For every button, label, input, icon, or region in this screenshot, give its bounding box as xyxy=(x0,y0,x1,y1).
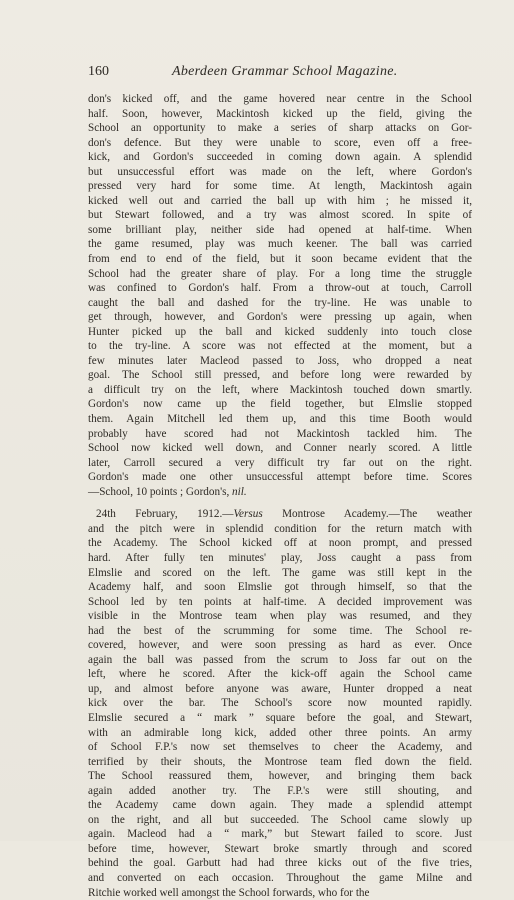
text-line: goal. The School still pressed, and before long were rewarded by xyxy=(88,369,472,382)
text-line: Gordon's now came up the field together, but Elmslie stopped xyxy=(88,398,472,411)
text-line: before time, however, Stewart broke smartly through and scored xyxy=(88,842,472,855)
text-line: Hunter picked up the ball and kicked suddenly into touch close xyxy=(88,325,472,338)
article-body xyxy=(88,92,472,900)
running-title: Aberdeen Grammar School Magazine. xyxy=(172,64,398,79)
text-line: visible in the Montrose team when play was resumed, and they xyxy=(88,610,472,623)
text-line: —School, 10 points ; Gordon's, nil. xyxy=(88,485,247,498)
text-line: later, Carroll secured a very difficult try far out on the right. xyxy=(88,456,472,469)
text-line: Academy half, and soon Elmslie got through himself, so that the xyxy=(88,581,472,594)
text-line: up, and almost before anyone was aware, Hunter dropped a neat xyxy=(88,682,472,695)
text-line: don's defence. But they were unable to score, even off a free- xyxy=(88,136,472,149)
text-line: the Academy. The School kicked off at noon prompt, and pressed xyxy=(88,537,472,550)
text-line: but Stewart followed, and a try was almost scored. In spite of xyxy=(88,209,472,222)
text-line: caught the ball and dashed for the try-line. He was unable to xyxy=(88,296,472,309)
text-line: School led by ten points at half-time. A decided improvement was xyxy=(88,595,472,608)
text-line: School had the greater share of play. For a long time the struggle xyxy=(88,267,472,280)
text-line: was confined to Gordon's half. From a throw-out at touch, Carroll xyxy=(88,282,472,295)
text-line: and converted on each occasion. Throughout the game Milne and xyxy=(88,871,472,884)
page-header xyxy=(88,64,474,84)
text-line: left, where he scored. After the kick-off again the School came xyxy=(88,668,472,681)
text-line: to the try-line. A score was not effected at the moment, but a xyxy=(88,340,472,353)
text-line: kicked well out and carried the ball up with him ; he missed it, xyxy=(88,194,472,207)
text-line: and the pitch were in splendid condition for the return match with xyxy=(88,522,472,535)
text-line: the Academy came down again. They made a splendid attempt xyxy=(88,799,472,812)
text-line: get through, however, and Gordon's were pressing up again, when xyxy=(88,311,472,324)
text-line: Elmslie secured a “ mark ” square before the goal, and Stewart, xyxy=(88,711,472,724)
text-line: behind the goal. Garbutt had had three kicks out of the five tries, xyxy=(88,857,472,870)
paragraph xyxy=(88,92,472,499)
text-line: them. Again Mitchell led them up, and this time Booth would xyxy=(88,413,472,426)
text-line: The School reassured them, however, and bringing them back xyxy=(88,770,472,783)
text-line: kick, and Gordon's succeeded in coming down again. A splendid xyxy=(88,151,472,164)
text-line: a difficult try on the left, where Mackintosh touched down smartly. xyxy=(88,383,472,396)
paragraph xyxy=(88,507,472,900)
text-line: again the ball was passed from the scrum to Joss far out on the xyxy=(88,653,472,666)
text-line: Ritchie worked well amongst the School forwards, who for the xyxy=(88,886,370,899)
text-line: covered, however, and were soon pressing as hard as ever. Once xyxy=(88,639,472,652)
text-line: again. Macleod had a “ mark,” but Stewart failed to score. Just xyxy=(88,828,472,841)
text-line: terrified by their shouts, the Montrose team fled down the field. xyxy=(88,755,472,768)
text-line: School now kicked well down, and Conner nearly scored. A little xyxy=(88,442,472,455)
text-line: on the right, and all but succeeded. The School came slowly up xyxy=(88,813,472,826)
text-line: School an opportunity to make a series of sharp attacks on Gor- xyxy=(88,122,472,135)
text-line: 24th February, 1912.—Versus Montrose Academy.—The weather xyxy=(96,508,472,521)
text-line: probably have scored had not Mackintosh tackled him. The xyxy=(88,427,472,440)
text-line: hard. After fully ten minutes' play, Joss caught a pass from xyxy=(88,551,472,564)
text-line: some brilliant play, neither side had opened at half-time. When xyxy=(88,223,472,236)
text-line: kick over the bar. The School's score now mounted rapidly. xyxy=(88,697,472,710)
text-line: pressed very hard for some time. At length, Mackintosh again xyxy=(88,180,472,193)
text-line: from end to end of the field, but it soon became evident that the xyxy=(88,253,472,266)
text-line: don's kicked off, and the game hovered near centre in the School xyxy=(88,93,472,105)
text-line: half. Soon, however, Mackintosh kicked up the field, giving the xyxy=(88,107,472,120)
text-line: Gordon's made one other unsuccessful attempt before time. Scores xyxy=(88,471,472,484)
text-line: Elmslie and scored on the left. The game was still kept in the xyxy=(88,566,472,579)
page-number: 160 xyxy=(88,64,109,79)
text-line: of School F.P.'s now set themselves to cheer the Academy, and xyxy=(88,741,472,754)
text-line: the game resumed, play was much keener. The ball was carried xyxy=(88,238,472,251)
text-line: with an admirable long kick, added other three points. An army xyxy=(88,726,472,739)
text-line: but unsuccessful effort was made on the left, where Gordon's xyxy=(88,165,472,178)
text-line: had the best of the scrumming for some time. The School re- xyxy=(88,624,472,637)
text-line: again added another try. The F.P.'s were still shouting, and xyxy=(88,784,472,797)
text-line: few minutes later Macleod passed to Joss, who dropped a neat xyxy=(88,354,472,367)
